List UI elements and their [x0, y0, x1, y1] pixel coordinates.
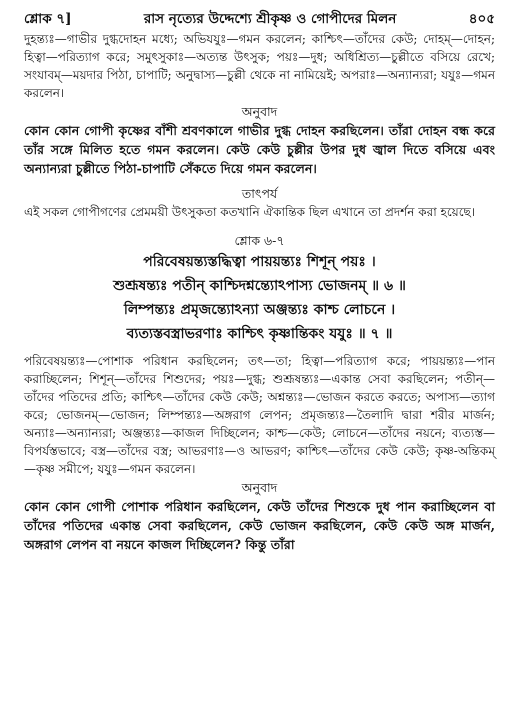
- verse-line: শুশ্রূষন্ত্যঃ পতীন্ কাশ্চিদশ্নন্ত্যোঽপাস্য ভোজনম্ ॥ ৬ ॥: [113, 278, 406, 294]
- verse-line: ব্যত্যস্তবস্ত্রাভরণাঃ কাশ্চিৎ কৃষ্ণান্তিকং যযুঃ ॥ ৭ ॥: [126, 326, 393, 342]
- purport-text: এই সকল গোপীগণের প্রেমময়ী উৎসুকতা কতখানি ঐকান্তিক ছিল এখানে তা প্রদর্শন করা হয়েছে।: [24, 205, 476, 219]
- translation-heading-1: অনুবাদ: [241, 104, 278, 119]
- verse-line: লিম্পন্ত্যঃ প্রমৃজন্ত্যোঽন্যা অঞ্জন্ত্যঃ কাশ্চ লোচনে ।: [123, 302, 396, 318]
- translation-heading-2: অনুবাদ: [241, 480, 278, 495]
- verse-reference: শ্লোক ৭]: [24, 11, 72, 27]
- running-header: [24, 8, 495, 30]
- page-number: ৪০৫: [468, 11, 495, 27]
- translation-text-1: কোন কোন গোপী কৃষ্ণের বাঁশী শ্রবণকালে গাভীর দুগ্ধ দোহন করছিলেন। তাঁরা দোহন বন্ধ করে তাঁর সঙ্গে মিলিত হতে গমন করলেন। কেউ কেউ চুল্লীর উপর দুধ জ্বাল দিতে বসিয়ে এবং অন্যান্যরা চুল্লীতে পিঠা-চাপাটি সেঁকতে দিয়ে গমন করলেন।: [24, 123, 495, 176]
- translation-text-2: কোন কোন গোপী পোশাক পরিধান করছিলেন, কেউ তাঁদের শিশুকে দুধ পান করাচ্ছিলেন বা তাঁদের পতিদের একান্ত সেবা করছিলেন, কেউ ভোজন করছিলেন, কেউ কেউ অঙ্গ মার্জন, অঙ্গরাগ লেপন বা নয়নে কাজল দিচ্ছিলেন? কিন্তু তাঁরা: [24, 499, 495, 552]
- verse-line: পরিবেষয়ন্ত্যস্তদ্ধিত্বা পায়য়ন্ত্যঃ শিশূন্ পয়ঃ ।: [143, 254, 376, 270]
- chapter-title: রাস নৃত্যের উদ্দেশ্যে শ্রীকৃষ্ণ ও গোপীদের মিলন: [143, 11, 397, 27]
- verse-heading: শ্লোক ৬-৭: [234, 233, 285, 248]
- purport-heading: তাৎপর্য: [241, 186, 278, 201]
- word-for-word-synonyms-1: দুহন্ত্যঃ—গাভীর দুগ্ধদোহন মধ্যে; অভিযযুঃ—গমন করলেন; কাশ্চিৎ—তাঁদের কেউ; দোহম্—দোহন; হিত্বা—পরিত্যাগ করে; সমুৎসুকাঃ—অত্যন্ত উৎসুক; পয়ঃ—দুধ; অধিশ্রিত্য—চুল্লীতে বসিয়ে রেখে; সংযাবম্—ময়দার পিঠা, চাপাটি; অনুদ্বাস্য—চুল্লী থেকে না নামিয়েই; অপরাঃ—অন্যান্যরা; যযুঃ—গমন করলেন।: [24, 32, 495, 100]
- word-for-word-synonyms-2: পরিবেষয়ন্ত্যঃ—পোশাক পরিধান করছিলেন; তৎ—তা; হিত্বা—পরিত্যাগ করে; পায়য়ন্ত্যঃ—পান করাচ্ছিলেন; শিশূন্—তাঁদের শিশুদের; পয়ঃ—দুগ্ধ; শুশ্রূষন্ত্যঃ—একান্ত সেবা করছিলেন; পতীন্—তাঁদের পতিদের প্রতি; কাশ্চিৎ—তাঁদের কেউ কেউ; অশ্নন্ত্যঃ—ভোজন করতে করতে; অপাস্য—ত্যাগ করে; ভোজনম্—ভোজন; লিম্পন্ত্যঃ—অঙ্গরাগ লেপন; প্রমৃজন্ত্যঃ—তৈলাদি দ্বারা শরীর মার্জন; অন্যাঃ—অন্যান্যরা; অঞ্জন্ত্যঃ—কাজল দিচ্ছিলেন; কাশ্চ—কেউ; লোচনে—তাঁদের নয়নে; ব্যত্যস্ত—বিপর্যস্তভাবে; বস্ত্র—তাঁদের বস্ত্র; আভরণাঃ—ও আভরণ; কাশ্চিৎ—তাঁদের কেউ কেউ; কৃষ্ণ-অন্তিকম্—কৃষ্ণ সমীপে; যযুঃ—গমন করলেন।: [24, 354, 495, 476]
